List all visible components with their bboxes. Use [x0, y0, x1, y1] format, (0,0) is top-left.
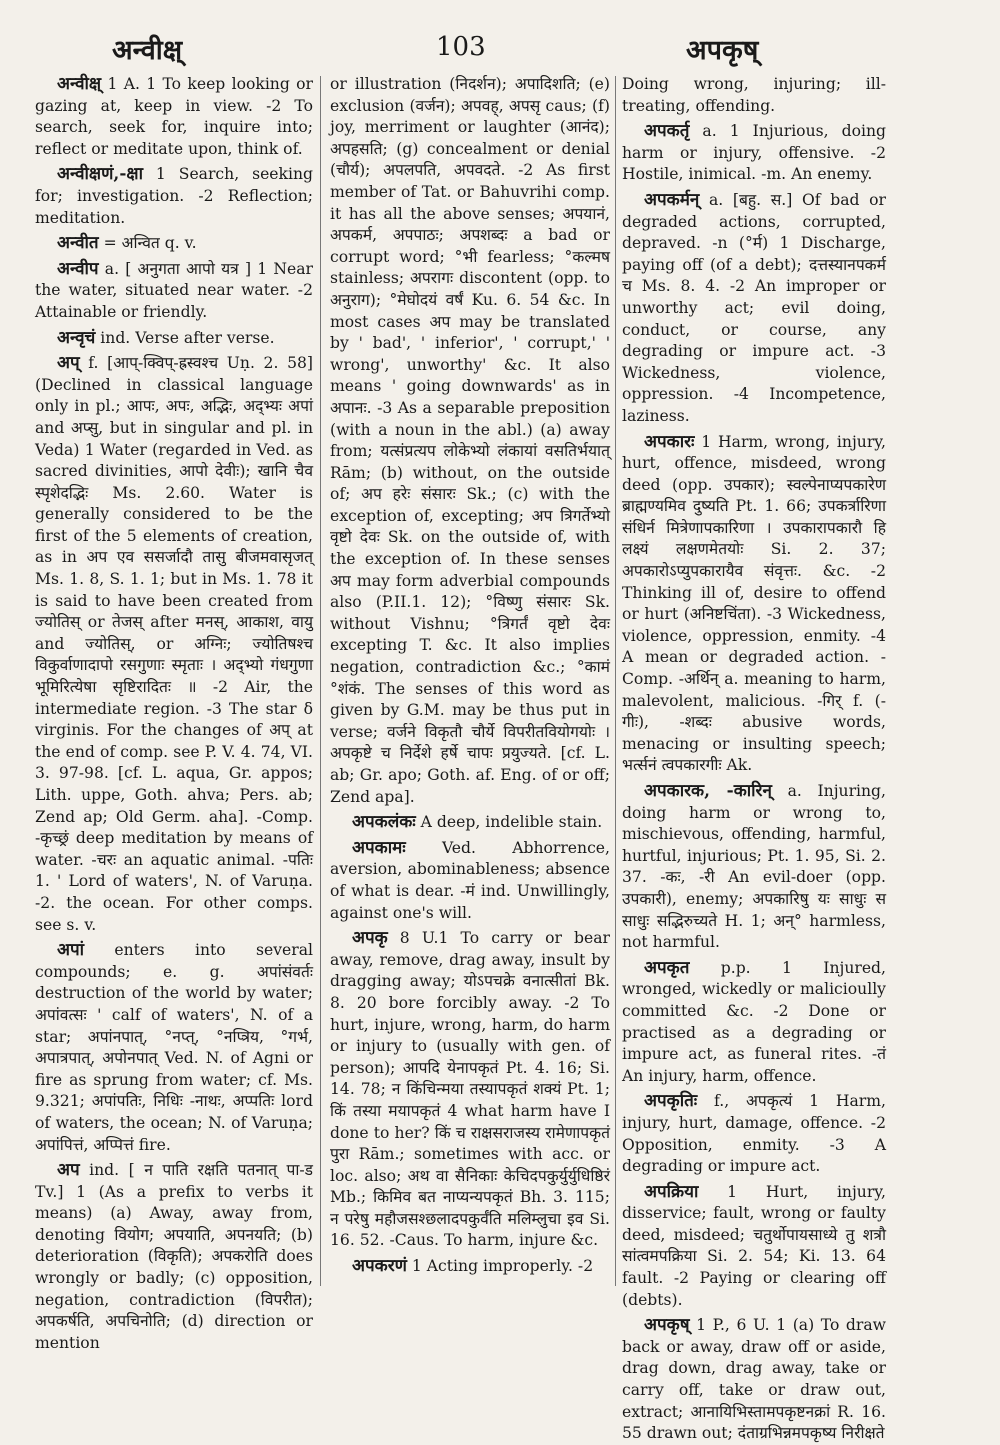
entry-headword: अन्वीक्ष्: [57, 74, 102, 94]
entry-headword: अपां: [57, 940, 85, 961]
dictionary-entry: [622, 74, 886, 117]
entry-headword: अपकृष्: [644, 1315, 690, 1336]
entry-headword: अपक्रिया: [644, 1181, 699, 1202]
dictionary-entry: [35, 353, 313, 936]
entry-definition: 1 A. 1 To keep looking or gazing at, keep in view. -2 To search, seek for, inquire into; reflect or meditate upon, think of.: [35, 75, 313, 158]
entry-definition: A deep, indelible stain.: [415, 813, 603, 832]
entry-headword: अन्वीत: [57, 233, 99, 254]
entry-headword: अपकृतिः: [644, 1091, 698, 1112]
entry-definition: f. [आप्-क्विप्-ह्रस्वश्च Uṇ. 2. 58] (Declined in classical language only in pl.; आपः, अपः, अद्भिः, अद्भ्यः अपां and अप्सु, but in singular and pl. in Veda) 1 Water (regarded in Ved. as sacred divinities, आपो देवीः); खानि चैव स्पृशेदद्भिः Ms. 2.60. Water is generally considered to be the first of the 5 elements of creation, as in अप एव ससर्जादौ तासु बीजमवासृजत् Ms. 1. 8, S. 1. 1; but in Ms. 1. 78 it is said to have been created from ज्योतिस् or तेजस् after मनस्, आकाश, वायु and ज्योतिस्, or अग्निः; ज्योतिषश्च विकुर्वाणादापो रसगुणाः स्मृताः । अद्भ्यो गंधगुणा भूमिरित्येषा सृष्टिरादितः ॥ -2 Air, the intermediate region. -3 The star δ virginis. For the changes of अप् at the end of comp. see P. V. 4. 74, VI. 3. 97-98. [cf. L. aqua, Gr. appos; Lith. uppe, Goth. ahva; Pers. ab; Zend ap; Old Germ. aha]. -Comp. -कृच्छ्रं deep meditation by means of water. -चरः an aquatic animal. -पतिः 1. ' Lord of waters', N. of Varuṇa. -2. the ocean. For other comps. see s. v.: [35, 354, 313, 934]
column-2: [330, 74, 610, 1289]
entry-headword: अपकामः: [352, 837, 406, 858]
entry-headword: अपकलंकः: [352, 812, 416, 833]
right-guide-word: अपकृष्: [686, 35, 759, 66]
entry-definition: a. 1 Injurious, doing harm or injury, offensive. -2 Hostile, inimical. -m. An enemy.: [622, 122, 886, 184]
entry-definition: 1 Acting improperly. -2: [406, 1257, 594, 1276]
dictionary-entry: [622, 1091, 886, 1177]
column-3: [622, 74, 886, 1443]
dictionary-entry: [35, 164, 313, 229]
entry-definition: 8 U.1 To carry or bear away, remove, drag away, insult by dragging away; योऽपचक्रे वनात्सीतां Bk. 8. 20 bore forcibly away. -2 To hurt, injure, wrong, harm, do harm or injury to (usually with gen. of person); आपदि येनापकृतं Pt. 4. 16; Si. 14. 78; न किंचिन्मया तस्यापकृतं शक्यं Pt. 1; किं तस्या मयापकृतं 4 what harm have I done to her? किं च राक्षसराजस्य रामेणापकृतं पुरा Rām.; sometimes with acc. or loc. also; अथ वा सैनिकाः केचिदपकुर्युर्युधिष्ठिरं Mb.; किमिव बत नाप्यन्यपकृतं Bh. 3. 115; न परेषु महौजसश्छलादपकुर्वंति मलिम्लुचा इव Si. 16. 52. -Caus. To harm, injure &c.: [330, 929, 610, 1250]
dictionary-entry: [622, 781, 886, 954]
entry-definition: 1 Harm, wrong, injury, hurt, offence, misdeed, wrong deed (opp. उपकार); स्वल्पेनाप्यपकारेण ब्राह्मण्यमिव दुष्यति Pt. 1. 66; उपकर्त्रारिणा संधिर्न मित्रेणापकारिणा । उपकारापकारौ हि लक्ष्यं लक्षणमेतयोः Si. 2. 37; अपकारोऽप्युपकारायैव संवृत्तः. &c. -2 Thinking ill of, desire to offend or hurt (अनिष्टचिंता). -3 Wickedness, violence, oppression, enmity. -4 A mean or degraded action. -Comp. -अर्थिन् a. meaning to harm, malevolent, malicious. -गिर् f. (-गीः), -शब्दः abusive words, menacing or insulting speech; भर्त्सनं त्वपकारगीः Ak.: [622, 432, 886, 775]
entry-headword: अन्वीप: [57, 258, 99, 279]
entry-definition: p.p. 1 Injured, wronged, wickedly or malicioully committed &c. -2 Done or practised as a degrading or impure act, as funeral rites. -तं An injury, harm, offence.: [622, 958, 886, 1085]
entry-definition: 1 P., 6 U. 1 (a) To draw back or away, draw off or aside, drag down, drag away, take or carry off, take or draw out, extract; आनायिभिस्तामपकृष्टनक्रां R. 16. 55 drawn out; दंताग्रभिन्नमपकृष्य निरीक्षते: [622, 1316, 886, 1443]
entry-definition: ind. [ न पाति रक्षति पतनात् पा-ड Tv.] 1 (As a prefix to verbs it means) (a) Away, away from, denoting वियोग; अपयाति, अपनयति; (b) deterioration (विकृति); अपकरोति does wrongly or badly; (c) opposition, negation, contradiction (विपरीत); अपकर्षति, अपचिनोति; (d) direction or mention: [35, 1161, 313, 1352]
entry-headword: अपकृ: [352, 928, 388, 949]
dictionary-entry: [35, 940, 313, 1156]
entry-definition: a. Injuring, doing harm or wrong to, mischievous, offending, harmful, hurtful, injurious; Pt. 1. 95, Si. 2. 37. -कः, -री An evil-doer (opp. उपकारी), enemy; अपकारिषु यः साधुः स साधुः सद्भिरुच्यते H. 1; अन्° harmless, not harmful.: [622, 782, 886, 952]
dictionary-entry: [330, 812, 610, 834]
entry-headword: अपकारः: [644, 431, 695, 452]
entry-definition: a. [बहु. स.] Of bad or degraded actions, corrupted, depraved. -n (°र्म) 1 Discharge, paying off (of a debt); दत्तस्यानपकर्म च Ms. 8. 4. -2 An improper or unworthy act; evil doing, conduct, or course, any degrading or impure act. -3 Wickedness, violence, oppression. -4 Incompetence, laziness.: [622, 190, 886, 425]
entry-definition: Doing wrong, injuring; ill-treating, offending.: [622, 75, 886, 115]
entry-headword: अपकर्मन्: [644, 189, 700, 210]
entry-headword: अपकर्तृ: [644, 121, 690, 142]
entry-definition: f., अपकृत्यं 1 Harm, injury, hurt, damage, offence. -2 Opposition, enmity. -3 A degrading or impure act.: [622, 1092, 886, 1176]
entry-headword: अपकृत: [644, 957, 690, 978]
dictionary-entry: [622, 958, 886, 1088]
entry-definition: ind. Verse after verse.: [95, 328, 275, 347]
entry-definition: a. [ अनुगता आपो यत्र ] 1 Near the water, situated near water. -2 Attainable or friendly.: [35, 259, 313, 321]
entry-definition: 1 Search, seeking for; investigation. -2 Reflection; meditation.: [35, 165, 313, 227]
dictionary-entry: [35, 1160, 313, 1354]
dictionary-entry: [35, 74, 313, 160]
dictionary-entry: [35, 233, 313, 255]
entry-headword: अपकारक, -कारिन्: [644, 781, 772, 801]
page-number: 103: [436, 32, 486, 62]
dictionary-entry: [35, 259, 313, 324]
entry-headword: अन्वीक्षणं,-क्षा: [57, 164, 143, 185]
entry-definition: enters into several compounds; e. g. अपांसंवर्तः destruction of the world by water; अपांवत्सः ' calf of waters', N. of a star; अपांनपात्, °नप्त्, °नप्त्रिय, °गर्भ, अपात्रपात्, अपोनपात् Ved. N. of Agni or fire as sprung from water; cf. Ms. 9.321; अपांपतिः, निधिः -नाथः, अप्पतिः lord of waters, the ocean; N. of Varuṇa; अपांपित्तं, अप्पित्तं fire.: [35, 941, 313, 1154]
dictionary-entry: [330, 74, 610, 808]
entry-headword: अप्: [57, 353, 80, 374]
dictionary-entry: [330, 838, 610, 924]
entry-definition: or illustration (निदर्शन); अपादिशति; (e) exclusion (वर्जन); अपवह्, अपसृ caus; (f) joy, merriment or laughter (आनंद); अपहसति; (g) concealment or denial (चौर्य); अपलपति, अपवदते. -2 As first member of Tat. or Bahuvrihi comp. it has all the above senses; अपयानं, अपकर्म, अपपाठः; अपशब्दः a bad or corrupt word; °भी fearless; °कल्मष stainless; अपरागः discontent (opp. to अनुराग); °मेघोदयं वर्षं Ku. 6. 54 &c. In most cases अप may be translated by ' bad', ' inferior', ' corrupt,' ' wrong', unworthy' &c. It also means ' going downwards' as in अपानः. -3 As a separable preposition (with a noun in the abl.) (a) away from; यत्संप्रत्यप लोकेभ्यो लंकायां वसतिर्भयात् Rām; (b) without, on the outside of; अप हरेः संसारः Sk.; (c) with the exception of, excepting; अप त्रिगर्तेभ्यो वृष्टो देवः Sk. on the outside of, with the exception of. In these senses अप may form adverbial compounds also (P.II.1. 12); °विष्णु संसारः Sk. without Vishnu; °त्रिगर्तं वृष्टो देवः excepting T. &c. It also implies negation, contradiction &c.; °कामं °शंकं. The senses of this word as given by G.M. may be thus put in verse; वर्जने विकृतौ चौर्ये विपरीतवियोगयोः । अपकृष्टे च निर्देशे हर्षे चापः प्रयुज्यते. [cf. L. ab; Gr. apo; Goth. af. Eng. of or off; Zend apa].: [330, 75, 610, 806]
dictionary-entry: [35, 328, 313, 350]
entry-headword: अन्वृचं: [57, 327, 96, 348]
entry-definition: = अन्वित q. v.: [98, 234, 197, 253]
dictionary-entry: [330, 1256, 610, 1278]
dictionary-entry: [622, 190, 886, 428]
dictionary-entry: [622, 1315, 886, 1445]
dictionary-entry: [622, 1182, 886, 1312]
column-divider-2: [615, 76, 616, 1286]
entry-definition: 1 Hurt, injury, disservice; fault, wrong or faulty deed, misdeed; चतुर्थोपायसाध्ये तु शत्रौ सांत्वमपक्रिया Si. 2. 54; Ki. 13. 64 fault. -2 Paying or clearing off (debts).: [622, 1182, 886, 1309]
entry-headword: अप: [57, 1160, 80, 1181]
dictionary-entry: [622, 121, 886, 186]
column-1: [35, 74, 313, 1352]
column-divider-1: [320, 76, 321, 1286]
left-guide-word: अन्वीक्ष्: [112, 35, 183, 66]
page-header: [0, 28, 1000, 68]
dictionary-entry: [622, 432, 886, 778]
dictionary-entry: [330, 928, 610, 1252]
entry-definition: Ved. Abhorrence, aversion, abominableness; absence of what is dear. -मं ind. Unwillingly, against one's will.: [330, 838, 610, 922]
entry-headword: अपकरणं: [352, 1256, 407, 1277]
